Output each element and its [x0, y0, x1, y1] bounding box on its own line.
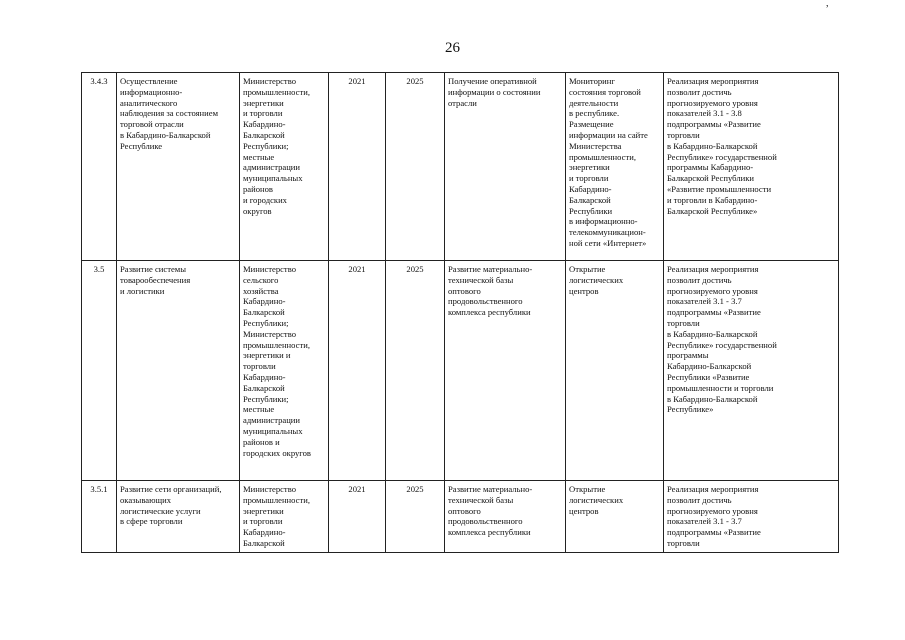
table-row — [82, 481, 839, 553]
cell-expected-result: Развитие материально- технической базы оптового продовольственного комплекса республики — [445, 261, 566, 481]
cell-end-year: 2025 — [386, 481, 445, 553]
cell-expected-result: Получение оперативной информации о состоянии отрасли — [445, 73, 566, 261]
cell-expected-result: Развитие материально- технической базы оптового продовольственного комплекса республики — [445, 481, 566, 553]
cell-end-year: 2025 — [386, 73, 445, 261]
corner-mark: , — [826, 0, 829, 9]
cell-measure-name: Развитие сети организаций, оказывающих логистические услуги в сфере торговли — [117, 481, 240, 553]
cell-main-directions: Открытие логистических центров — [566, 481, 664, 553]
cell-number: 3.5.1 — [82, 481, 117, 553]
cell-number: 3.5 — [82, 261, 117, 481]
cell-number: 3.4.3 — [82, 73, 117, 261]
cell-end-year: 2025 — [386, 261, 445, 481]
cell-executor: Министерство сельского хозяйства Кабардино- Балкарской Республики; Министерство промышленности, энергетики и торговли Кабардино- Балкарской Республики; местные администрации муниципальных районов и городских округов — [240, 261, 329, 481]
page-number: 26 — [445, 40, 460, 56]
cell-start-year: 2021 — [329, 481, 386, 553]
program-measures-table — [81, 72, 839, 553]
cell-measure-name: Осуществление информационно- аналитического наблюдения за состоянием торговой отрасли в Кабардино-Балкарской Республике — [117, 73, 240, 261]
cell-main-directions: Открытие логистических центров — [566, 261, 664, 481]
cell-measure-name: Развитие системы товарообеспечения и логистики — [117, 261, 240, 481]
cell-executor: Министерство промышленности, энергетики и торговли Кабардино- Балкарской — [240, 481, 329, 553]
cell-main-directions: Мониторинг состояния торговой деятельности в республике. Размещение информации на сайте Министерства промышленности, энергетики и торговли Кабардино- Балкарской Республики в информационно- телекоммуникацион- ной сети «Интернет» — [566, 73, 664, 261]
table-row — [82, 73, 839, 261]
cell-start-year: 2021 — [329, 73, 386, 261]
cell-indicator-link: Реализация мероприятия позволит достичь прогнозируемого уровня показателей 3.1 - 3.7 подпрограммы «Развитие торговли в Кабардино-Балкарской Республике» государственной программы Кабардино-Балкарской Республики «Развитие промышленности и торговли в Кабардино-Балкарской Республике» — [664, 261, 839, 481]
cell-indicator-link: Реализация мероприятия позволит достичь прогнозируемого уровня показателей 3.1 - 3.8 подпрограммы «Развитие торговли в Кабардино-Балкарской Республике» государственной программы Кабардино- Балкарской Республики «Развитие промышленности и торговли в Кабардино- Балкарской Республике» — [664, 73, 839, 261]
table-row — [82, 261, 839, 481]
cell-indicator-link: Реализация мероприятия позволит достичь прогнозируемого уровня показателей 3.1 - 3.7 подпрограммы «Развитие торговли — [664, 481, 839, 553]
cell-executor: Министерство промышленности, энергетики и торговли Кабардино- Балкарской Республики; местные администрации муниципальных районов и городских округов — [240, 73, 329, 261]
cell-start-year: 2021 — [329, 261, 386, 481]
